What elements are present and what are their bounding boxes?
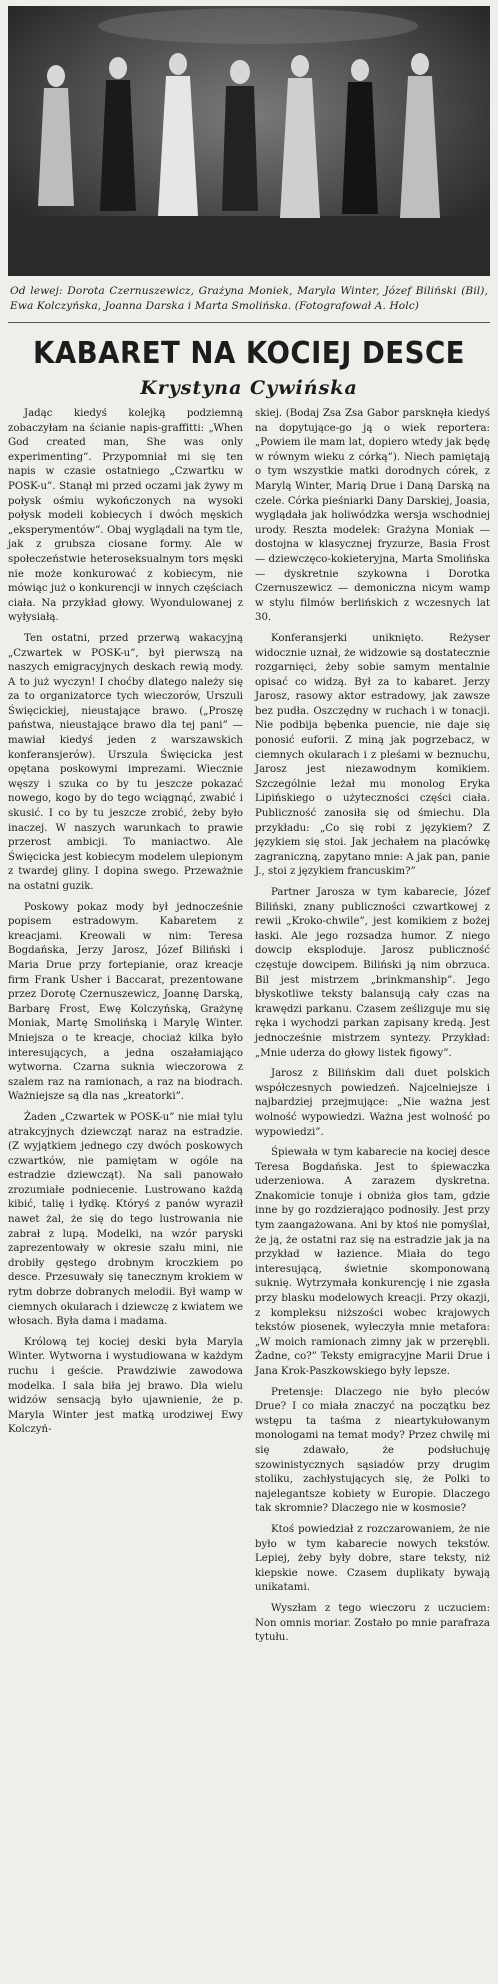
photo-illustration xyxy=(8,6,490,276)
paragraph: Wyszłam z tego wieczoru z uczuciem: Non omnis moriar. Zostało po mnie parafraza tytułu. xyxy=(255,1602,490,1644)
article-headline: KABARET NA KOCIEJ DESCE xyxy=(33,336,465,371)
paragraph: Królową tej kociej deski była Maryla Winter. Wytworna i wystudiowana w każdym ruchu i geście. Prawdziwie zawodowa modelka. I sala biła jej brawo. Dla wielu widzów sensacją było ujawnienie, że p. Maryla Winter jest matką urodziwej Ewy Kolczyń- xyxy=(8,1336,243,1436)
paragraph: Partner Jarosza w tym kabarecie, Józef Biliński, znany publiczności czwartkowej z rewii „Kroko-chwile”, jest komikiem z bożej łaski. Ale jego rozsadza humor. Z niego dowcip eksploduje. Jarosz publiczność częstuje dowcipem. Biliński ją nim obrzuca. Bil jest mistrzem „brinkmanship”. Jego błyskotliwe teksty balansują cały czas na krawędzi parkanu. Czasem ześlizguje mu się ręka i wychodzi parkan zapisany kredą. Jest jednocześnie mistrzem syntezy. Przykład: „Mnie uderza do głowy listek figowy”. xyxy=(255,887,490,1059)
photo-caption: Od lewej: Dorota Czernuszewicz, Grażyna Moniek, Maryla Winter, Józef Biliński (Bil), Ewa Kolczyńska, Joanna Darska i Marta Smolińska. (Fotografował A. Holc) xyxy=(10,285,488,312)
paragraph: Żaden „Czwartek w POSK-u” nie miał tylu atrakcyjnych dziewcząt naraz na estradzie. (Z wyjątkiem jednego czy dwóch poskowych czwartków, nie pamiętam w ogóle na estradzie dziewcząt). Na sali panowało zrozumiałe podniecenie. Lustrowano każdą kibić, talię i łydkę. Któryś z panów wyraził nawet żal, że się do tego lustrowania nie zabrał z lupą. Modelki, na wzór paryski zaprezentowały w okresie szału mini, nie drobiły gęstego drobnym kroczkiem po desce. Przesuwały się tanecznym krokiem w rytm dobrze dobranych melodii. Był wamp w ciemnych okularach i dziewczę z kwiatem we włosach. Była dama i madama. xyxy=(8,1111,243,1328)
paragraph: Pretensje: Dlaczego nie było pleców Drue? I co miała znaczyć na początku bez wstępu ta taśma z nieartykułowanym monologami na temat mody? Przez chwilę mi się zdawało, że podsłuchuję szowinistycznych sąsiadów przy drugim stoliku, zachłystujących się, że Polki to najelegantsze kobiety w Europie. Dlaczego tak skromnie? Dlaczego nie w kosmosie? xyxy=(255,1386,490,1515)
paragraph: skiej. (Bodaj Zsa Zsa Gabor parsknęła kiedyś na dopytujące-go ją o wiek reportera: „Powiem ile mam lat, dopiero wtedy jak będę w równym wieku z córką”). Niech pamiętają o tym wszystkie matki dorodnych córek, z Marylą Winter, Marią Drue i Daną Darską na czele. Córka pieśniarki Dany Darskiej, Joasia, wyglądała jak holiwódzka wersja wschodniej urody. Reszta modelek: Grażyna Moniak — dostojna w klasycznej fryzurze, Basia Frost — dziewczęco-kokieteryjna, Marta Smolińska — dyskretnie szykowna i Dorotka Czernuszewicz — demoniczna nicym wamp w stylu filmów berlińskich z wczesnych lat 30. xyxy=(255,408,490,624)
paragraph: Śpiewała w tym kabarecie na kociej desce Teresa Bogdańska. Jest to śpiewaczka uderzeniowa. A zarazem dyskretna. Znakomicie tonuje i obniża głos tam, gdzie inne by go rozdzierająco podnosiły. Jest przy tym zaangażowana. Ani by ktoś nie pomyślał, że ją, że ostatni raz się na estradzie jak ja na przykład w łazience. Miała do tego interesującą, świetnie skomponowaną suknię. Wytrzymała konkurencję i nie zgasła przy blasku modelowych kreacji. Przy okazji, z kompleksu niższości wobec krajowych tekstów piosenek, wyleczyła mnie metafora: „W moich ramionach zimny jak w przerębli. Żadne, co?” Teksty emigracyjne Marii Drue i Jana Krok-Paszkowskiego były lepsze. xyxy=(255,1147,490,1377)
left-column xyxy=(8,407,243,1652)
paragraph: Jadąc kiedyś kolejką podziemną zobaczyłam na ścianie napis-graffitti: „When God created man, She was only experimenting”. Przypomniał mi się ten napis w czasie ostatniego „Czwartku w POSK-u”. Stanął mi przed oczami jak żywy m połysk ośmiu wykończonych na wysoki połysk modeli kobiecych i dwóch męskich „eksperymentów”. Obaj wyglądali na tym tle, jak z grubsza ciosane formy. Ale w społeczeństwie heteroseksualnym tors męski nie może konkurować z kobiecym, nie mówiąc już o konkurencji w innych częściach ciała. Na przykład głowy. Wyondulowanej z wyłysiałą. xyxy=(8,408,243,624)
paragraph: Poskowy pokaz mody był jednocześnie popisem estradowym. Kabaretem z kreacjami. Kreowali w nim: Teresa Bogdańska, Jerzy Jarosz, Józef Biliński i Maria Drue przy fortepianie, oraz kreacje firm Frank Usher i Baccarat, prezentowane przez Dorotę Czernuszewicz, Joannę Darską, Barbarę Frost, Ewę Kolczyńską, Grażynę Moniak, Martę Smolińską i Marylę Winter. Mniejsza o te kreacje, chociaż kilka było interesujących, a jedna oszałamiająco wytworna. Czarna suknia wieczorowa z szalem raz na ramionach, a raz na biodrach. Ważniejsze są dla nas „kreatorki”. xyxy=(8,901,243,1103)
article-byline: Krystyna Cywińska xyxy=(140,377,358,399)
paragraph: Konferansjerki uniknięto. Reżyser widocznie uznał, że widzowie są dostatecznie rozgarnięci, żeby sobie samym mentalnie opisać co widzą. Był za to kabaret. Jerzy Jarosz, rasowy aktor estradowy, jak zawsze bez pudła. Oszczędny w ruchach i w tonacji. Nie podbija bębenka puencie, nie daje się ponosić euforii. Z miną jak pogrzebacz, w ciemnych okularach i z pleśami w beznuchu, Jarosz jest niezawodnym komikiem. Szczególnie leżał mu monolog Eryka Lipińskiego o użyteczności części ciała. Publiczność zanosiła się od śmiechu. Dla przykładu: „Co się robi z językiem? Z językiem się stoi. Jak jechałem na placówkę zagraniczną, zapytano mnie: A jak pan, panie J., stoi z językiem francuskim?” xyxy=(255,632,490,878)
paragraph: Ktoś powiedział z rozczarowaniem, że nie było w tym kabarecie nowych tekstów. Lepiej, żeby były dobre, stare teksty, niż kiepskie nowe. Czasem duplikaty bywają unikatami. xyxy=(255,1523,490,1594)
divider xyxy=(8,322,490,323)
cabaret-photo xyxy=(8,6,490,276)
article-body xyxy=(8,407,490,1652)
paragraph: Ten ostatni, przed przerwą wakacyjną „Czwartek w POSK-u”, był pierwszą na naszych emigracyjnych deskach rewią mody. A to już wyczyn! I choćby dlatego należy się za to organizatorce tych wieczorów, Urszuli Święcickiej, nieustające brawo. („Proszę państwa, nieustające brawo dla tej pani” — mawiał kiedyś jeden z warszawskich konferansjerów). Urszula Święcicka jest opętana poskowymi imprezami. Wiecznie węszy i szuka co by tu jeszcze pokazać nowego, kogo by do tego wciągnąć, zwabić i skusić. I co by tu jeszcze zrobić, żeby było inaczej. W naszych warunkach to prawie przerost ambicji. To maniactwo. Ale Święcicka jest kobiecym modelem ulepionym z twardej gliny. I dopina swego. Przeważnie na ostatni guzik. xyxy=(8,632,243,892)
right-column xyxy=(255,407,490,1652)
paragraph: Jarosz z Bilińskim dali duet polskich współczesnych powiedzeń. Najcelniejsze i najbardziej przejmujące: „Nie ważna jest wolność wypowiedzi. Ważna jest wolność po wypowiedzi”. xyxy=(255,1068,490,1138)
